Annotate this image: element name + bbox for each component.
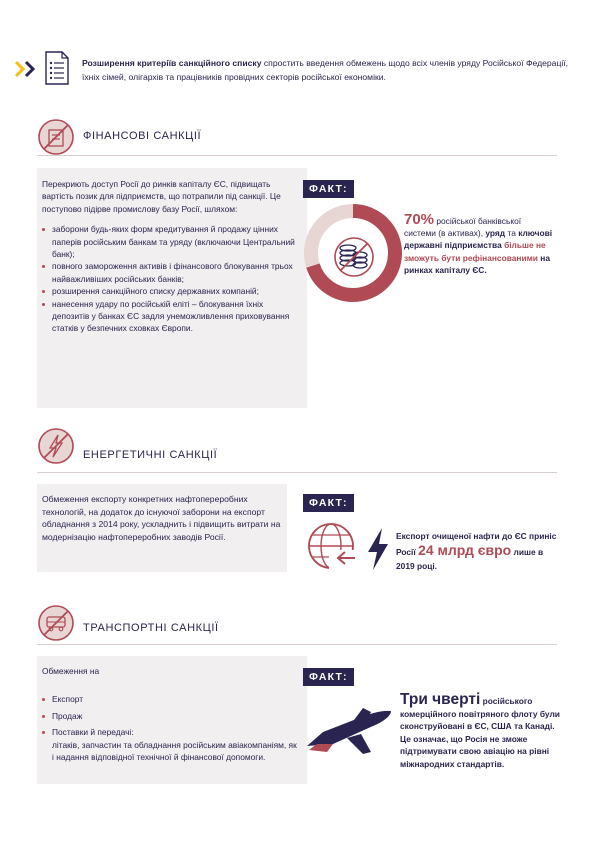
list-item: заборони будь-яких форм кредитування й продажу цінних паперів російським банкам та уряду (включаючи Центральний банк);	[42, 223, 297, 260]
energy-text	[42, 493, 282, 543]
percent-donut-chart	[303, 203, 403, 303]
lightning-bolt-icon	[366, 528, 390, 570]
transport-list	[42, 693, 297, 738]
fact-percent: 70%	[404, 211, 435, 228]
fact-part: та	[505, 228, 519, 239]
list-item: Експорт	[42, 693, 297, 705]
transport-text	[42, 665, 297, 763]
divider	[37, 472, 557, 473]
fact-badge: ФАКТ:	[303, 668, 354, 686]
checklist-document-icon	[43, 51, 71, 85]
no-transport-icon	[37, 604, 75, 642]
fact-part: російського комерційного повітряного флоту були сконструйовані в ЄС, США та Канаді. Це означає, що Росія не зможе підтримувати свою авіацію на рівні міжнародних стандартів.	[400, 696, 560, 769]
list-item: розширення санкційного списку державних компаній;	[42, 285, 297, 297]
fact-part: на ринках капіталу ЄС.	[404, 252, 550, 275]
financial-text	[42, 178, 297, 335]
fact-part: Експорт очищеної нафти до ЄС приніс Росії	[396, 531, 557, 557]
chevron-arrows-icon	[14, 60, 44, 78]
fact-part: ключові державні підприємства	[404, 228, 553, 251]
globe-import-icon	[303, 518, 363, 574]
fact-part: уряд	[485, 228, 506, 239]
intro-rest: спростить введення обмежень щодо всіх членів уряду Російської Федерації, їхніх сімей, олігархів та працівників провідних секторів російської економіки.	[82, 58, 569, 82]
list-item: повного замороження активів і фінансового блокування трьох найважливіших російських банків;	[42, 260, 297, 285]
transport-title: ТРАНСПОРТНІ САНКЦІЇ	[83, 622, 219, 634]
intro-paragraph	[82, 56, 572, 84]
list-item: Поставки й передачі:	[42, 726, 297, 738]
fact-badge: ФАКТ:	[303, 494, 354, 512]
list-item: нанесення удару по російській еліті – блокування їхніх депозитів у банках ЄС задля унеможливлення приховування статків у безпечних сховках Європи.	[42, 298, 297, 335]
list-item: Продаж	[42, 710, 297, 722]
fact-part: лише в 2019 році.	[396, 547, 544, 571]
financial-lead: Перекриють доступ Росії до ринків капіталу ЄС, підвищать вартість позик для підприємств, що потрапили під санкції. Це поступово підірве промислову базу Росії, шляхом:	[42, 179, 281, 214]
energy-lead: Обмеження експорту конкретних нафтопереробних технологій, на додаток до існуючої заборони на експорт обладнання з 2014 року, ускладнить і підвищить витрати на модернізацію нафтопереробних заводів Росії.	[42, 494, 281, 542]
fact-part: російської банківської системи (в активах),	[404, 216, 522, 239]
transport-fact-text	[400, 691, 562, 771]
financial-fact-text	[404, 211, 554, 276]
fact-amount: 24 млрд євро	[418, 542, 512, 558]
transport-sub: літаків, запчастин та обладнання російським авіакомпаніям, як і надання відповідної технічної й фінансової допомоги.	[52, 739, 297, 763]
airplane-icon	[303, 706, 395, 758]
no-money-icon	[37, 118, 75, 156]
fact-badge: ФАКТ:	[303, 180, 354, 198]
transport-lead: Обмеження на	[42, 666, 100, 676]
energy-fact-text	[396, 529, 561, 573]
energy-title: ЕНЕРГЕТИЧНІ САНКЦІЇ	[83, 449, 218, 461]
financial-list	[42, 223, 297, 335]
fact-part: більше не зможуть бути рефінансованими	[404, 240, 546, 263]
divider	[37, 155, 557, 156]
intro-bold: Розширення критеріїв санкційного списку	[82, 58, 262, 68]
no-energy-icon	[37, 427, 75, 465]
divider	[37, 644, 557, 645]
financial-title: ФІНАНСОВІ САНКЦІЇ	[83, 130, 202, 142]
fact-highlight: Три чверті	[400, 691, 481, 708]
